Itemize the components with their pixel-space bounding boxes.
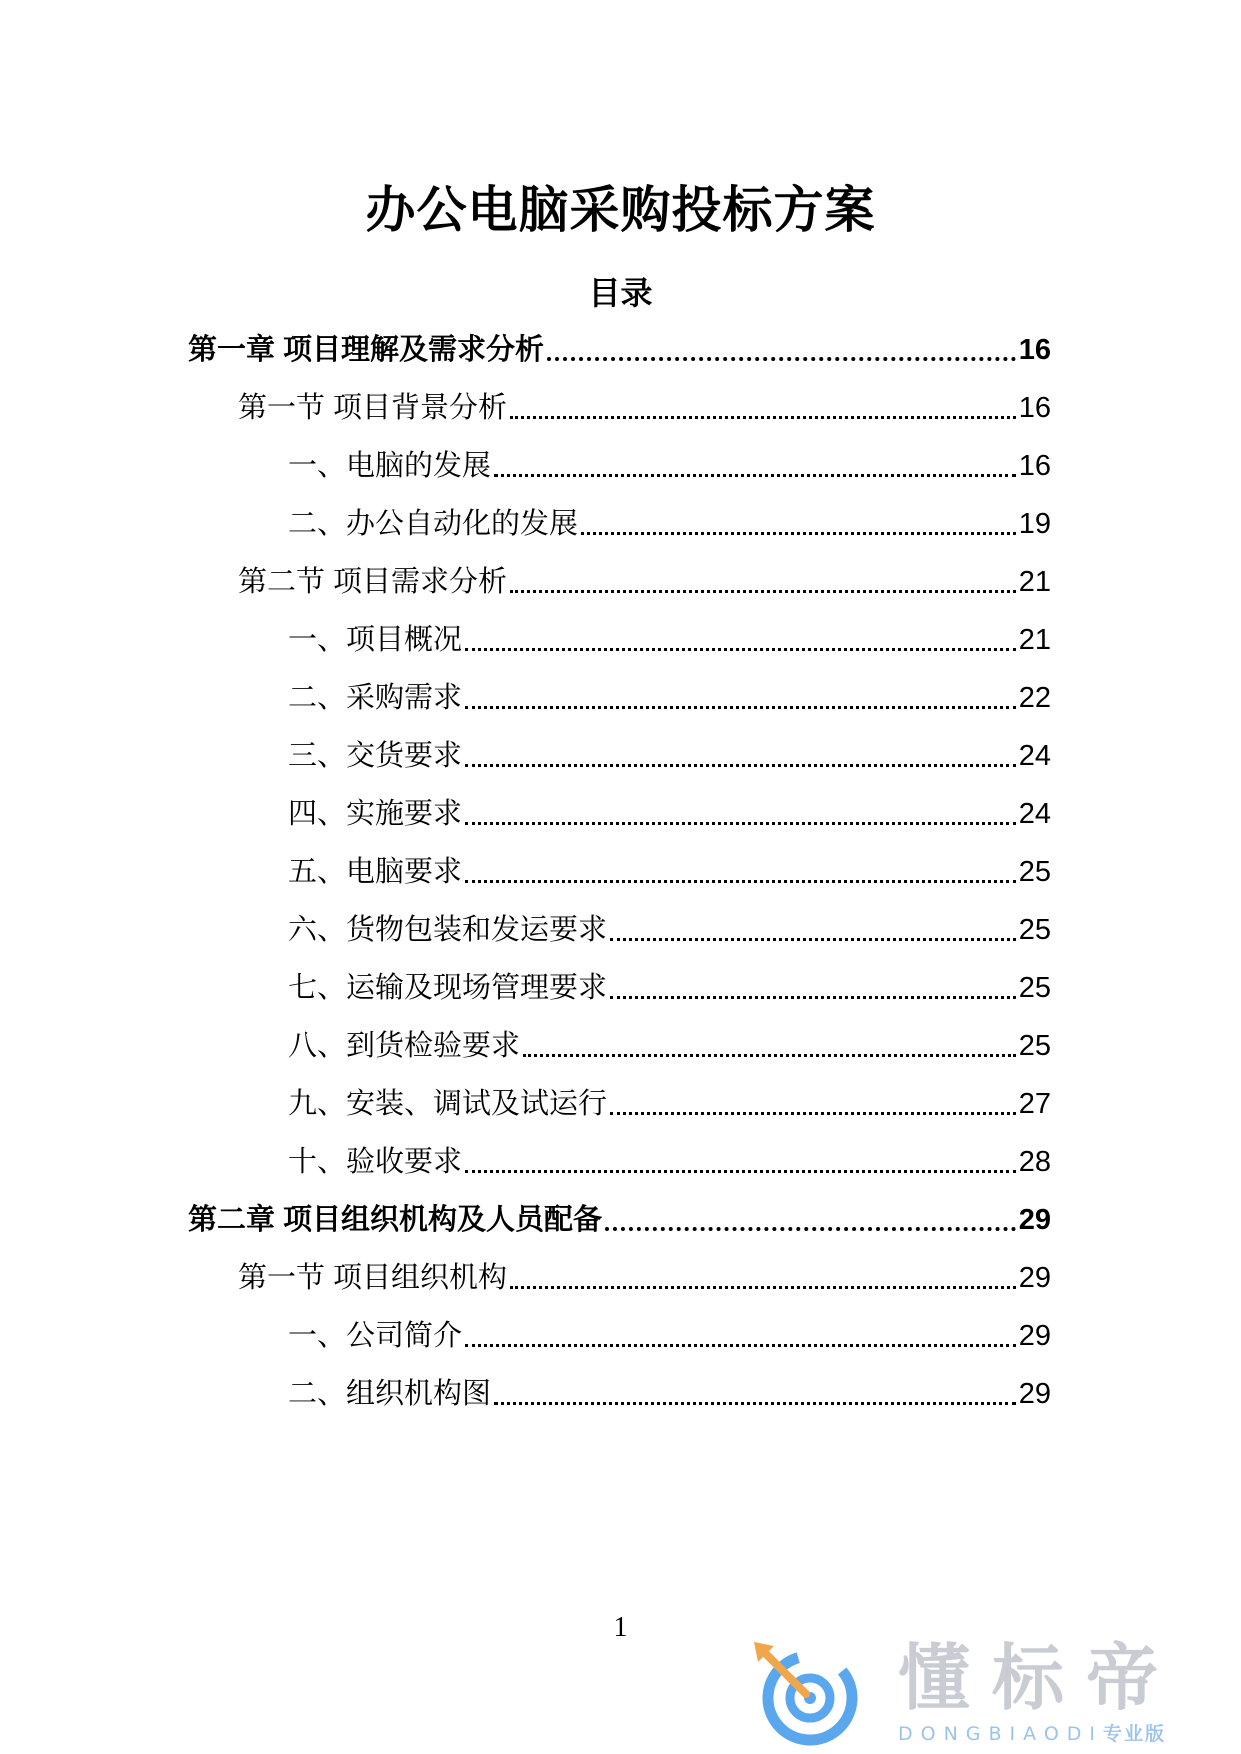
target-arrow-icon [748, 1640, 866, 1748]
toc-heading: 目录 [588, 275, 653, 311]
toc-entry-title: 三、交货要求 [288, 740, 463, 772]
toc-entry[interactable] [188, 1200, 1051, 1240]
toc-entry-page: 21 [1018, 566, 1051, 598]
toc-dot-leader [510, 589, 1016, 593]
toc-entry[interactable] [288, 910, 1051, 950]
toc-entry[interactable] [288, 852, 1051, 892]
toc-entry-title: 一、公司简介 [288, 1320, 463, 1352]
watermark-brand: 懂标帝 [898, 1636, 1181, 1720]
document-title: 办公电脑采购投标方案 [365, 182, 876, 238]
toc-entry[interactable] [288, 794, 1051, 834]
toc-entry-title: 一、项目概况 [288, 624, 463, 656]
toc-dot-leader [610, 937, 1016, 941]
toc-entry-page: 29 [1018, 1262, 1051, 1294]
toc-entry-page: 25 [1018, 1030, 1051, 1062]
toc-entry-page: 22 [1018, 682, 1051, 714]
toc-dot-leader [465, 1169, 1016, 1173]
toc-entry-title: 二、组织机构图 [288, 1378, 492, 1410]
page-number: 1 [613, 1612, 628, 1643]
toc-entry-page: 21 [1018, 624, 1051, 656]
toc-entry[interactable] [238, 562, 1051, 602]
toc-entry[interactable] [288, 620, 1051, 660]
toc-dot-leader [465, 705, 1016, 709]
toc-dot-leader [523, 1053, 1016, 1057]
toc-entry-page: 29 [1018, 1204, 1051, 1236]
toc-dot-leader [610, 1111, 1016, 1115]
toc-entry-page: 27 [1018, 1088, 1051, 1120]
toc-entry-title: 四、实施要求 [288, 798, 463, 830]
toc-entry-page: 19 [1018, 508, 1051, 540]
toc-entry[interactable] [288, 678, 1051, 718]
toc-entry-title: 二、采购需求 [288, 682, 463, 714]
toc-entry-title: 第一章 项目理解及需求分析 [188, 334, 545, 366]
toc-entry-title: 第一节 项目组织机构 [238, 1262, 508, 1294]
toc-entry-title: 六、货物包装和发运要求 [288, 914, 608, 946]
toc-entry[interactable] [288, 968, 1051, 1008]
toc-entry-page: 25 [1018, 972, 1051, 1004]
watermark [748, 1636, 1218, 1748]
toc-dot-leader [494, 1401, 1016, 1405]
toc-entry-title: 十、验收要求 [288, 1146, 463, 1178]
toc-dot-leader [510, 1285, 1016, 1289]
toc-entry-page: 24 [1018, 798, 1051, 830]
toc-entry-title: 五、电脑要求 [288, 856, 463, 888]
toc-entry-title: 第一节 项目背景分析 [238, 392, 508, 424]
toc-dot-leader [465, 821, 1016, 825]
toc-entry[interactable] [288, 1142, 1051, 1182]
toc-dot-leader [581, 531, 1016, 535]
toc-entry[interactable] [188, 330, 1051, 370]
toc-entry-page: 16 [1018, 450, 1051, 482]
toc-entry[interactable] [288, 1374, 1051, 1414]
toc-entry[interactable] [288, 736, 1051, 776]
toc-entry-page: 16 [1018, 392, 1051, 424]
toc-entry-page: 25 [1018, 856, 1051, 888]
toc-entry[interactable] [288, 1084, 1051, 1124]
toc-entry[interactable] [288, 446, 1051, 486]
toc-dot-leader [465, 879, 1016, 883]
toc-entry-title: 九、安装、调试及试运行 [288, 1088, 608, 1120]
toc-dot-leader [465, 763, 1016, 767]
toc-dot-leader [494, 473, 1016, 477]
toc-entry[interactable] [288, 1316, 1051, 1356]
toc-entry[interactable] [238, 388, 1051, 428]
toc-dot-leader [610, 995, 1016, 999]
toc-entry-title: 第二节 项目需求分析 [238, 566, 508, 598]
toc-entry[interactable] [288, 504, 1051, 544]
toc-dot-leader [465, 1343, 1016, 1347]
toc-entry-page: 25 [1018, 914, 1051, 946]
toc-entry-page: 29 [1018, 1378, 1051, 1410]
watermark-subtitle [898, 1722, 1166, 1746]
toc-entry-page: 28 [1018, 1146, 1051, 1178]
toc-entry-title: 七、运输及现场管理要求 [288, 972, 608, 1004]
toc-entry[interactable] [238, 1258, 1051, 1298]
watermark-edition: 专业版 [1103, 1723, 1167, 1745]
toc-entry[interactable] [288, 1026, 1051, 1066]
toc-dot-leader [605, 1226, 1016, 1231]
toc-entry-page: 24 [1018, 740, 1051, 772]
toc-entry-title: 第二章 项目组织机构及人员配备 [188, 1204, 603, 1236]
toc-dot-leader [510, 415, 1016, 419]
toc-dot-leader [465, 647, 1016, 651]
toc-entry-page: 29 [1018, 1320, 1051, 1352]
toc-dot-leader [547, 356, 1016, 361]
watermark-subtitle-latin: DONGBIAODI [898, 1723, 1104, 1745]
toc-entry-title: 一、电脑的发展 [288, 450, 492, 482]
toc-entry-title: 八、到货检验要求 [288, 1030, 521, 1062]
toc-entry-page: 16 [1018, 334, 1051, 366]
toc-entry-title: 二、办公自动化的发展 [288, 508, 579, 540]
